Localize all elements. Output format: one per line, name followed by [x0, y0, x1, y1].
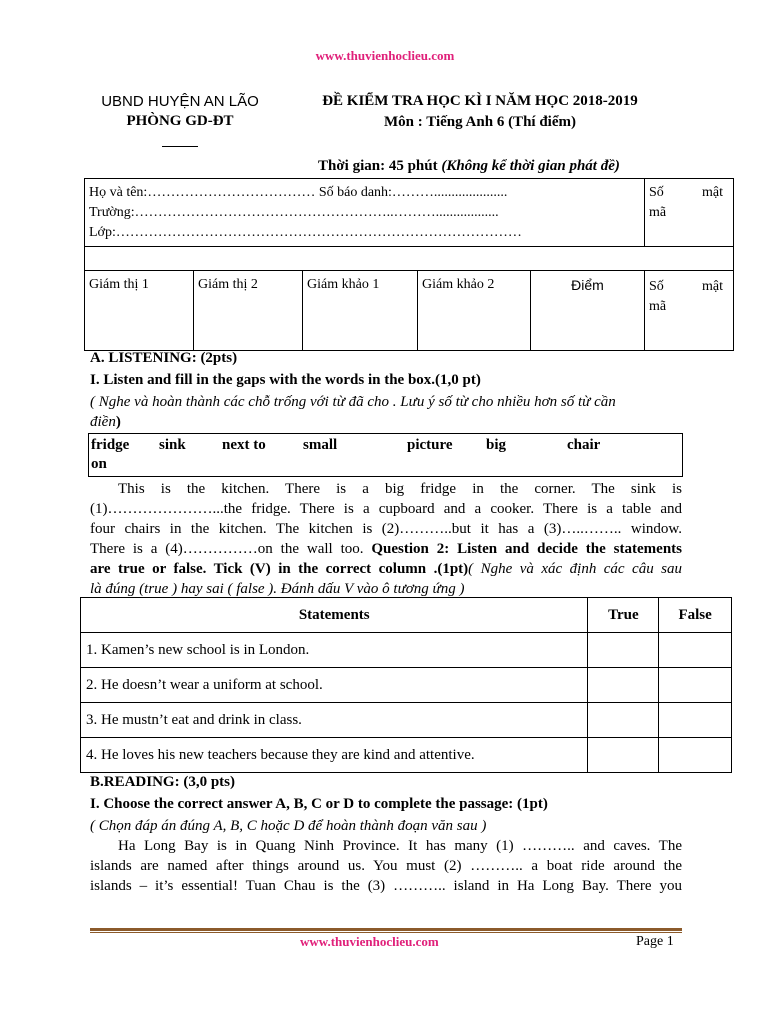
para-4-text: There is a (4)……………on the wall too. [90, 541, 372, 557]
site-url-bottom: www.thuvienhoclieu.com [300, 934, 439, 949]
word-item: big [486, 437, 507, 453]
listening-q1-note-1: ( Nghe và hoàn thành các chỗ trống với từ đã cho . Lưu ý số từ cho nhiều hơn số từ cần [90, 394, 616, 410]
true-header: True [588, 598, 659, 633]
word-item: next to [222, 437, 266, 453]
statement-text: 2. He doesn’t wear a uniform at school. [81, 668, 588, 703]
word-item: picture [407, 437, 453, 453]
ha-long-para-1: Ha Long Bay is in Quang Ninh Province. It has many (1) ……….. and caves. The [118, 838, 682, 854]
mat-label: mật [702, 279, 723, 294]
examiner-cell: Giám khảo 1 [303, 271, 418, 351]
student-info-cell [85, 179, 645, 247]
school-line: Trường:………………………………………………..……….................. [89, 205, 499, 220]
note-word: điền [90, 414, 116, 430]
listening-heading: A. LISTENING: (2pts) [90, 350, 238, 366]
kitchen-para-3: four chairs in the kitchen. The kitchen is (2)………..but it has a (3)…..…….. window. [90, 521, 682, 537]
table-header-row [81, 598, 732, 633]
time-note: (Không kể thời gian phát đề) [441, 158, 620, 174]
time-label: Thời gian: 45 phút [318, 158, 438, 174]
department-name: PHÒNG GD-ĐT [126, 113, 234, 129]
question-2-note: ( Nghe và xác định các câu sau [468, 561, 683, 577]
statement-text: 4. He loves his new teachers because they are kind and attentive. [81, 738, 588, 773]
listening-q1-note-2 [90, 412, 682, 432]
listening-q1-title: I. Listen and fill in the gaps with the words in the box.(1,0 pt) [90, 372, 481, 388]
kitchen-para-5 [90, 559, 682, 579]
spacer-row [85, 247, 734, 271]
examiner-cell: Giám thị 2 [194, 271, 303, 351]
kitchen-para-2: (1)…………………...the fridge. There is a cupboard and a cooker. There is a table and [90, 501, 682, 517]
table-row [81, 703, 732, 738]
reading-q1-note: ( Chọn đáp án đúng A, B, C hoặc D để hoàn thành đoạn văn sau ) [90, 818, 487, 834]
kitchen-para-4 [90, 539, 682, 559]
score-cell: Điểm [531, 271, 645, 351]
true-checkbox-cell[interactable] [588, 633, 659, 668]
note-close: ) [115, 414, 121, 430]
footer-rule-thin [90, 932, 682, 933]
header-left [90, 93, 270, 147]
subject-title: Môn : Tiếng Anh 6 (Thí điểm) [384, 114, 576, 130]
false-checkbox-cell[interactable] [659, 738, 732, 773]
question-2-instruction: are true or false. Tick (V) in the correct column .(1pt) [90, 561, 469, 577]
kitchen-para-6: là đúng (true ) hay sai ( false ). Đánh dấu V vào ô tương ứng ) [90, 581, 465, 597]
statements-table [80, 597, 732, 773]
word-box [88, 433, 683, 477]
so-label: Số [649, 279, 664, 294]
exam-title: ĐỀ KIỂM TRA HỌC KÌ I NĂM HỌC 2018-2019 [322, 93, 638, 109]
reading-heading: B.READING: (3,0 pts) [90, 774, 236, 790]
false-checkbox-cell[interactable] [659, 633, 732, 668]
class-line: Lớp:…………………………………………………………………………… [89, 225, 522, 240]
table-row [81, 668, 732, 703]
word-item: chair [567, 437, 601, 453]
word-item: sink [159, 437, 186, 453]
so-label: Số [649, 185, 664, 200]
examiner-cell: Giám khảo 2 [418, 271, 531, 351]
mat-label: mật [702, 185, 723, 200]
header-divider [162, 140, 198, 147]
ha-long-para-3: islands – it’s essential! Tuan Chau is the (3) ……….. island in Ha Long Bay. There you [90, 878, 682, 894]
word-item: fridge [91, 437, 130, 453]
exam-time [318, 158, 620, 175]
true-checkbox-cell[interactable] [588, 668, 659, 703]
secret-code-cell-top [645, 179, 734, 247]
header-right [280, 93, 680, 131]
ma-label: mã [649, 299, 667, 314]
district-name: UBND HUYỆN AN LÃO [101, 93, 259, 110]
false-checkbox-cell[interactable] [659, 668, 732, 703]
table-row [81, 738, 732, 773]
statement-text: 1. Kamen’s new school is in London. [81, 633, 588, 668]
examiner-cell: Giám thị 1 [85, 271, 194, 351]
statements-header: Statements [81, 598, 588, 633]
footer-rule-thick [90, 928, 682, 931]
question-2-title: Question 2: Listen and decide the statements [371, 541, 682, 557]
true-checkbox-cell[interactable] [588, 738, 659, 773]
student-info-table [84, 178, 734, 351]
name-line: Họ và tên:……………………………… Số báo danh:………..................... [89, 185, 508, 200]
word-item: on [91, 456, 107, 472]
false-checkbox-cell[interactable] [659, 703, 732, 738]
secret-code-cell-bottom [645, 271, 734, 351]
word-item: small [303, 437, 338, 453]
kitchen-para-1: This is the kitchen. There is a big fridge in the corner. The sink is [118, 481, 682, 497]
page-number: Page 1 [636, 934, 674, 949]
ha-long-para-2: islands are named after things around us. You must (2) ……….. a boat ride around the [90, 858, 682, 874]
site-url-top: www.thuvienhoclieu.com [315, 48, 455, 63]
statement-text: 3. He mustn’t eat and drink in class. [81, 703, 588, 738]
reading-q1-title: I. Choose the correct answer A, B, C or D to complete the passage: (1pt) [90, 796, 548, 812]
table-row [81, 633, 732, 668]
ma-label: mã [649, 205, 667, 220]
false-header: False [659, 598, 732, 633]
true-checkbox-cell[interactable] [588, 703, 659, 738]
